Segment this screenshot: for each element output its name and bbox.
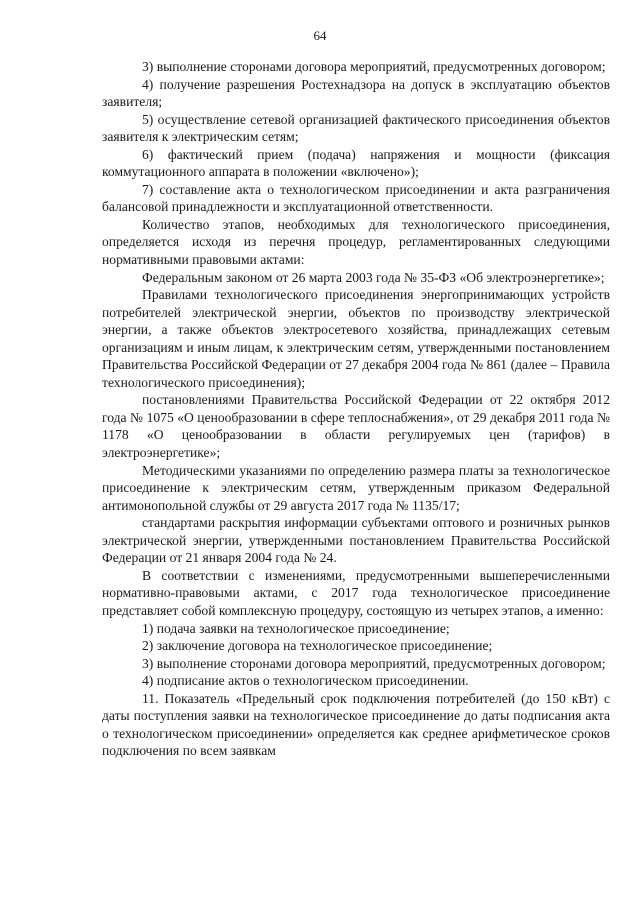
paragraph: 5) осуществление сетевой организацией фактического присоединения объектов заявителя к электрическим сетям; — [102, 111, 610, 145]
document-body — [102, 58, 610, 760]
list-item: 4) подписание актов о технологическом присоединении. — [142, 673, 469, 689]
paragraph: Методическими указаниями по определению размера платы за технологическое присоединение к электрическим сетям, утвержденным приказом Федеральной антимонопольной службы от 29 августа 2017 года № 1135/17; — [102, 462, 610, 513]
list-item: 3) выполнение сторонами договора мероприятий, предусмотренных договором; — [142, 655, 606, 671]
paragraph: 3) выполнение сторонами договора мероприятий, предусмотренных договором; — [142, 59, 606, 74]
paragraph: 6) фактический прием (подача) напряжения и мощности (фиксация коммутационного аппарата в положении «включено»); — [102, 146, 610, 180]
paragraph: 7) составление акта о технологическом присоединении и акта разграничения балансовой принадлежности и эксплуатационной ответственности. — [102, 181, 610, 215]
page-number: 64 — [313, 28, 327, 43]
paragraph: Федеральным законом от 26 марта 2003 года № 35-ФЗ «Об электроэнергетике»; — [142, 269, 605, 285]
paragraph: Количество этапов, необходимых для технологического присоединения, определяется исходя из перечня процедур, регламентированных следующими нормативными правовыми актами: — [102, 216, 610, 268]
list-item: 2) заключение договора на технологическое присоединение; — [142, 638, 493, 654]
paragraph: постановлениями Правительства Российской Федерации от 22 октября 2012 года № 1075 «О ценообразовании в сфере теплоснабжения», от 29 декабря 2011 года № 1178 «О ценообразовании в области регулируемых цен (тарифов) в электроэнергетике»; — [102, 392, 610, 461]
paragraph: 11. Показатель «Предельный срок подключения потребителей (до 150 кВт) с даты поступления заявки на технологическое присоединение до даты подписания акта о технологическом присоединении» определяется как среднее арифметическое сроков подключения по всем заявкам — [102, 690, 610, 759]
paragraph: 4) получение разрешения Ростехнадзора на допуск в эксплуатацию объектов заявителя; — [102, 76, 610, 110]
paragraph: В соответствии с изменениями, предусмотренными вышеперечисленными нормативно-правовыми актами, с 2017 года технологическое присоединение представляет собой комплексную процедуру, состоящую из четырех этапов, а именно: — [102, 567, 610, 618]
list-item: 1) подача заявки на технологическое присоединение; — [142, 620, 450, 636]
paragraph: стандартами раскрытия информации субъектами оптового и розничных рынков электрической энергии, утвержденными постановлением Правительства Российской Федерации от 21 января 2004 года № 24. — [102, 515, 610, 566]
paragraph: Правилами технологического присоединения энергопринимающих устройств потребителей электрической энергии, объектов по производству электрической энергии, а также объектов электросетевого хозяйства, принадлежащих сетевым организациям и иным лицам, к электрическим сетям, утвержденными постановлением Правительства Российской Федерации от 27 декабря 2004 года № 861 (далее – Правила технологического присоединения); — [102, 287, 610, 390]
